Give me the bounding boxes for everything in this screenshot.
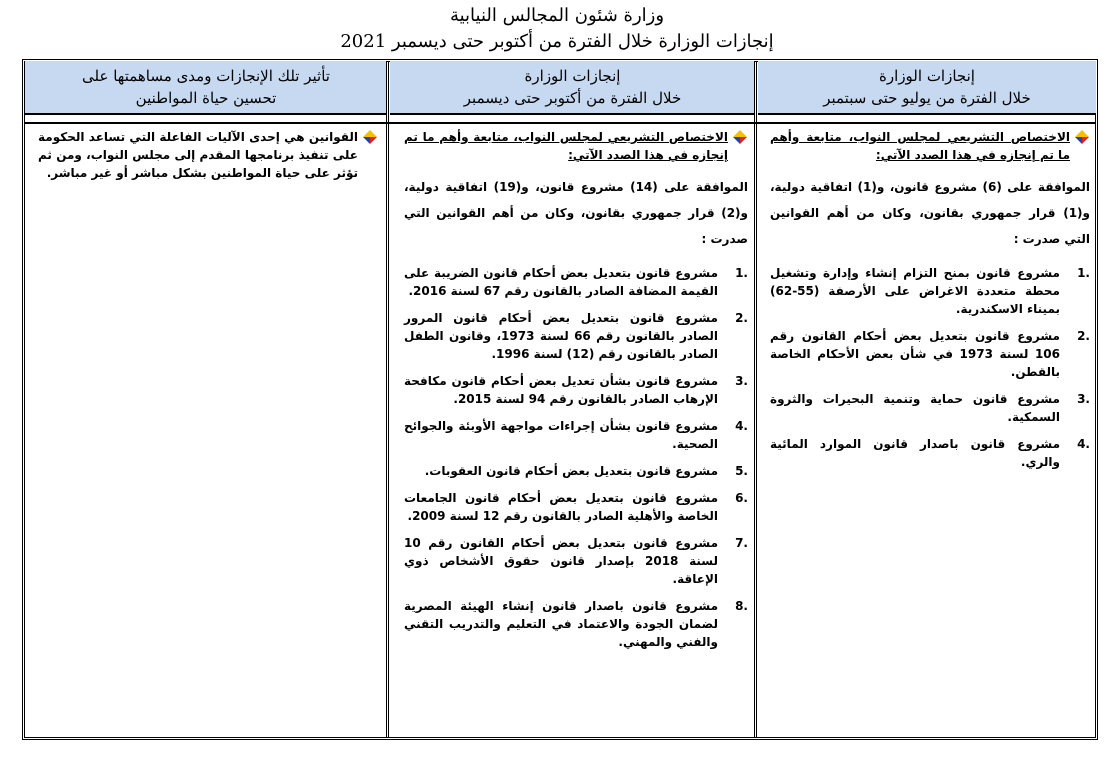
law-item: [404, 462, 748, 480]
column-left: [38, 128, 378, 182]
law-item-number: 1.: [735, 266, 748, 280]
arrow-bullet-icon: [362, 129, 378, 145]
law-item-text: مشروع قانون بتعديل بعض أحكام قانون الضريبة على القيمة المضافة الصادر بالقانون رقم 67 لسنة 2016.: [404, 266, 718, 298]
law-item-text: مشروع قانون بتعديل بعض أحكام القانون رقم 10 لسنة 2018 بإصدار قانون حقوق الأشخاص ذوي الإعاقة.: [404, 536, 718, 586]
law-item-text: مشروع قانون بتعديل بعض أحكام قانون الجامعات الخاصة والأهلية الصادر بالقانون رقم 12 لسنة 2009.: [404, 491, 718, 523]
lead-paragraph: الموافقة على (6) مشروع قانون، و(1) اتفاقية دولية، و(1) قرار جمهوري بقانون، وكان من أهم القوانين التي صدرت :: [770, 180, 1090, 246]
law-item-text: مشروع قانون بشأن تعديل بعض أحكام قانون مكافحة الإرهاب الصادر بالقانون رقم 94 لسنة 2015.: [404, 374, 718, 406]
law-item: [404, 534, 748, 588]
header-left-line1: تأثير تلك الإنجازات ومدى مساهمتها على: [82, 67, 330, 85]
law-item-number: 2.: [735, 311, 748, 325]
lead-paragraph: الموافقة على (14) مشروع قانون، و(19) اتفاقية دولية، و(2) قرار جمهوري بقانون، وكان من أهم القوانين التي صدرت :: [404, 180, 748, 246]
law-item: [404, 597, 748, 651]
law-item-number: 3.: [735, 374, 748, 388]
law-list: [770, 264, 1090, 471]
law-item-number: 5.: [735, 464, 748, 478]
law-item: [404, 372, 748, 408]
law-item-text: مشروع قانون بتعديل بعض أحكام قانون العقوبات.: [424, 464, 718, 478]
law-item: [770, 264, 1090, 318]
section-intro: [404, 128, 748, 164]
law-item-number: 4.: [735, 419, 748, 433]
page-titles: [0, 4, 1114, 54]
header-cell-middle: [390, 61, 755, 115]
law-item-number: 3.: [1077, 392, 1090, 406]
law-item-number: 8.: [735, 599, 748, 613]
report-title: إنجازات الوزارة خلال الفترة من أكتوبر حتى ديسمبر 2021: [340, 31, 774, 52]
law-item-text: مشروع قانون بشأن إجراءات مواجهة الأوبئة والجوائح الصحية.: [404, 419, 718, 451]
header-cell-right: [758, 61, 1096, 115]
law-item: [404, 309, 748, 363]
header-right-line1: إنجازات الوزارة: [879, 67, 975, 85]
column-right: [770, 128, 1090, 480]
law-item-text: مشروع قانون بمنح التزام إنشاء وإدارة وتشغيل محطة متعددة الاغراض على الأرصفة (55-62) بميناء الاسكندرية.: [770, 266, 1060, 316]
header-left-line2: تحسين حياة المواطنين: [135, 89, 277, 107]
law-item-number: 1.: [1077, 266, 1090, 280]
impact-text: القوانين هي إحدى الآليات الفاعلة التي تساعد الحكومة على تنفيذ برنامجها المقدم إلى مجلس النواب، ومن ثم تؤثر على حياة المواطنين بشكل مباشر أو غير مباشر.: [38, 130, 358, 180]
law-item-text: مشروع قانون بتعديل بعض أحكام قانون المرور الصادر بالقانون رقم 66 لسنة 1973، وقانون الطفل الصادر بالقانون رقم (12) لسنة 1996.: [404, 311, 718, 361]
section-intro-text: الاختصاص التشريعي لمجلس النواب، متابعة وأهم ما تم إنجازه في هذا الصدد الآتي:: [404, 130, 728, 162]
arrow-bullet-icon: [732, 129, 748, 145]
ministry-title: وزارة شئون المجالس النيابية: [449, 5, 665, 26]
law-item-text: مشروع قانون حماية وتنمية البحيرات والثروة السمكية.: [770, 392, 1060, 424]
law-item: [770, 435, 1090, 471]
law-item-number: 4.: [1077, 437, 1090, 451]
column-divider: [754, 61, 757, 737]
section-intro: [38, 128, 378, 182]
column-middle: [404, 128, 748, 660]
header-middle-line1: إنجازات الوزارة: [524, 67, 621, 85]
law-item-text: مشروع قانون باصدار قانون الموارد المائية والري.: [770, 437, 1060, 469]
arrow-bullet-icon: [1074, 129, 1090, 145]
section-intro-text: الاختصاص التشريعي لمجلس النواب، متابعة وأهم ما تم إنجازه في هذا الصدد الآتي:: [770, 130, 1070, 162]
row-separator: [24, 122, 1096, 124]
law-item: [404, 417, 748, 453]
law-item: [770, 390, 1090, 426]
law-item: [770, 327, 1090, 381]
law-item-number: 2.: [1077, 329, 1090, 343]
law-list: [404, 264, 748, 651]
law-item: [404, 264, 748, 300]
header-cell-left: [25, 61, 387, 115]
law-item-number: 6.: [735, 491, 748, 505]
law-item: [404, 489, 748, 525]
header-middle-line2: خلال الفترة من أكتوبر حتى ديسمبر: [463, 89, 682, 107]
section-intro: [770, 128, 1090, 164]
column-divider: [386, 61, 389, 737]
law-item-text: مشروع قانون بتعديل بعض أحكام القانون رقم 106 لسنة 1973 في شأن بعض الأحكام الخاصة بالقطن.: [770, 329, 1060, 379]
law-item-number: 7.: [735, 536, 748, 550]
header-right-line2: خلال الفترة من يوليو حتى سبتمبر: [823, 89, 1031, 107]
law-item-text: مشروع قانون باصدار قانون إنشاء الهيئة المصرية لضمان الجودة والاعتماد في التعليم والتدريب التقني والفني والمهني.: [404, 599, 718, 649]
